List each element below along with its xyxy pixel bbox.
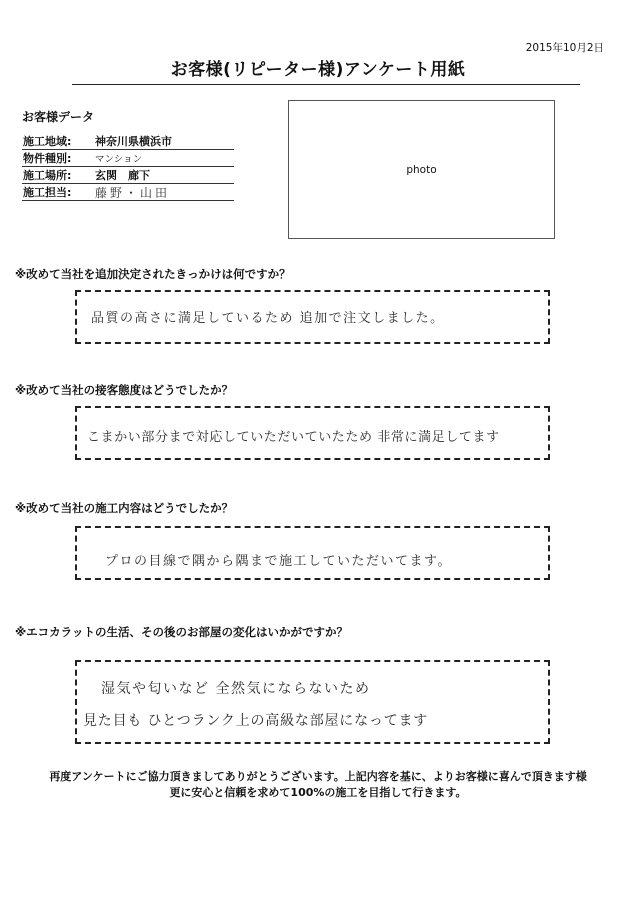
page-title: お客様(リピーター様)アンケート用紙	[170, 60, 466, 80]
photo-label: photo	[406, 163, 437, 176]
info-value: 神奈川県横浜市	[95, 135, 172, 148]
question-2: ※改めて当社の接客態度はどうでしたか？	[15, 383, 234, 397]
info-row-property-type	[22, 150, 234, 167]
answer-text: 見た目も ひとつランク上の高級な部屋になってます	[83, 713, 429, 729]
answer-text: 品質の高さに満足しているため 追加で注文しました。	[91, 311, 445, 326]
title-underline	[72, 84, 580, 85]
info-row-staff	[22, 184, 234, 201]
answer-text: プロの目線で隅から隅まで施工していただいてます。	[105, 554, 452, 569]
question-4: ※エコカラットの生活、その後のお部屋の変化はいかがですか？	[15, 625, 348, 639]
question-3: ※改めて当社の施工内容はどうでしたか？	[15, 501, 234, 515]
info-key: 施工地域:	[23, 135, 72, 148]
info-row-area	[22, 133, 234, 150]
footer-line-1: 再度アンケートにご協力頂きましてありがとうございます。上記内容を基に、よりお客様に喜んで頂きます様	[49, 770, 587, 783]
info-value: マンション	[95, 154, 143, 165]
answer-box-2	[75, 406, 550, 460]
answer-text: 湿気や匂いなど 全然気にならないため	[101, 681, 371, 697]
customer-info-table	[22, 133, 234, 201]
info-key: 施工場所:	[23, 169, 72, 182]
question-1: ※改めて当社を追加決定されたきっかけは何ですか？	[15, 267, 291, 281]
info-row-location	[22, 167, 234, 184]
document-date: 2015年10月2日	[525, 42, 604, 54]
answer-box-3	[75, 526, 550, 580]
footer-line-2: 更に安心と信頼を求めて100%の施工を目指して行きます。	[169, 786, 467, 799]
info-value-handwritten: 藤野・山田	[95, 185, 171, 200]
photo-placeholder	[288, 100, 555, 239]
info-key: 施工担当:	[23, 186, 72, 199]
answer-box-4	[75, 660, 550, 744]
info-key: 物件種別:	[23, 152, 72, 165]
answer-text: こまかい部分まで対応していただいていたため 非常に満足してます	[87, 430, 500, 445]
footer-message	[0, 769, 636, 801]
info-value: 玄関 廊下	[95, 169, 150, 182]
customer-data-heading: お客様データ	[22, 110, 95, 124]
answer-box-1	[75, 290, 550, 344]
